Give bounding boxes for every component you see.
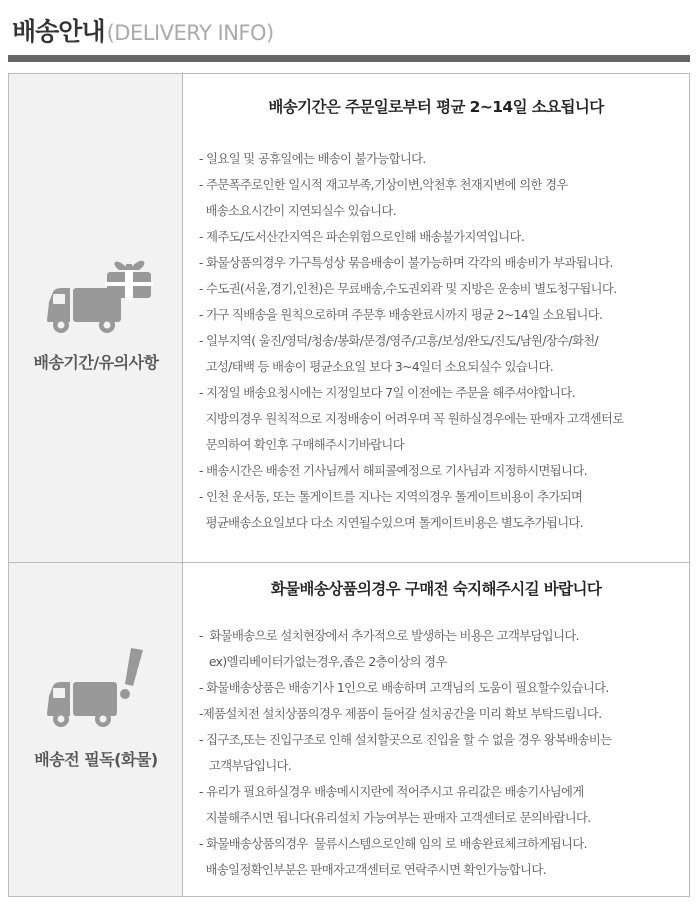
notice-line: 배송소요시간이 지연되실수 있습니다. [199, 204, 397, 218]
page-subtitle: (DELIVERY INFO) [106, 21, 274, 45]
notice-line: 평균배송소요일보다 다소 지연될수있으며 톨게이트비용은 별도추가됩니다. [199, 516, 584, 530]
notice-line: - 지정일 배송요청시에는 지정일보다 7일 이전에는 주문을 해주셔야합니다. [199, 386, 575, 400]
notice-line: - 배송시간은 배송전 기사님께서 해피콜예정으로 기사님과 지정하시면됩니다. [199, 464, 587, 478]
section-side-cell [9, 563, 183, 896]
notice-line: - 화물배송상품의경우 물류시스템으로인해 임의 로 배송완료체크하게됩니다. [199, 837, 587, 851]
notice-line: - 화물배송으로 설치현장에서 추가적으로 발생하는 비용은 고객부담입니다. [199, 629, 579, 643]
delivery-period-section [9, 74, 689, 563]
notice-line: - 일요일 및 공휴일에는 배송이 불가능합니다. [199, 152, 426, 166]
notice-list [199, 623, 611, 883]
pre-delivery-notice-section [9, 563, 689, 896]
notice-line: 문의하여 확인후 구매해주시기바랍니다 [199, 438, 404, 452]
section-title: 배송기간은 주문일로부터 평균 2~14일 소요됩니다 [268, 98, 604, 116]
section-label: 배송기간/유의사항 [33, 353, 159, 372]
delivery-truck-exclamation-icon [37, 646, 157, 736]
notice-line: ex)엘리베이터가없는경우,좁은 2층이상의 경우 [199, 655, 447, 669]
notice-line: - 화물상품의경우 가구특성상 묶음배송이 불가능하며 각각의 배송비가 부과됩니다. [199, 256, 613, 270]
notice-line: - 유리가 필요하실경우 배송메시지란에 적어주시고 유리값은 배송기사님에게 [199, 785, 584, 799]
section-side-cell [9, 74, 183, 562]
notice-line: 지방의경우 원칙적으로 지정배송이 어려우며 꼭 원하실경우에는 판매자 고객센터로 [199, 412, 624, 426]
notice-line: 배송일정확인부분은 판매자고객센터로 연락주시면 확인가능합니다. [199, 863, 546, 877]
notice-line: 지불해주시면 됩니다(유리설치 가능여부는 판매자 고객센터로 문의바랍니다. [199, 811, 591, 825]
notice-line: 고성/태백 등 배송이 평균소요일 보다 3~4일더 소요되실수 있습니다. [199, 360, 554, 374]
notice-list [199, 146, 624, 536]
notice-line: - 가구 직배송을 원칙으로하며 주문후 배송완료시까지 평균 2~14일 소요됩니다. [199, 308, 603, 322]
delivery-info-table [8, 73, 690, 897]
notice-line: - 일부지역( 울진/영덕/청송/봉화/문경/영주/고흥/보성/완도/진도/남원/장수/화천/ [199, 334, 599, 348]
page-header [12, 12, 274, 56]
section-title: 화물배송상품의경우 구매전 숙지해주시길 바랍니다 [270, 580, 602, 598]
section-content [183, 74, 689, 562]
page-title: 배송안내 [12, 17, 105, 46]
notice-line: - 주문폭주로인한 일시적 재고부족,기상이변,악천후 천재지변에 의한 경우 [199, 178, 568, 192]
header-divider [8, 55, 690, 62]
section-label: 배송전 필독(화물) [34, 750, 158, 769]
notice-line: - 화물배송상품은 배송기사 1인으로 배송하며 고객님의 도움이 필요할수있습니다. [199, 681, 609, 695]
notice-line: - 제주도/도서산간지역은 파손위험으로인해 배송불가지역입니다. [199, 230, 525, 244]
notice-line: - 수도권(서울,경기,인천)은 무료배송,수도권외곽 및 지방은 운송비 별도청구됩니다. [199, 282, 617, 296]
section-content [183, 563, 689, 896]
notice-line: - 집구조,또는 진입구조로 인해 설치할곳으로 진입을 할 수 없을 경우 왕복배송비는 [199, 733, 612, 747]
notice-line: 고객부담입니다. [199, 759, 292, 773]
notice-line: - 인천 운서동, 또는 톨게이트를 지나는 지역의경우 톨게이트비용이 추가되며 [199, 490, 583, 504]
delivery-truck-gift-icon [37, 252, 157, 342]
notice-line: -제품설치전 설치상품의경우 제품이 들어갈 설치공간을 미리 확보 부탁드립니다. [199, 707, 602, 721]
